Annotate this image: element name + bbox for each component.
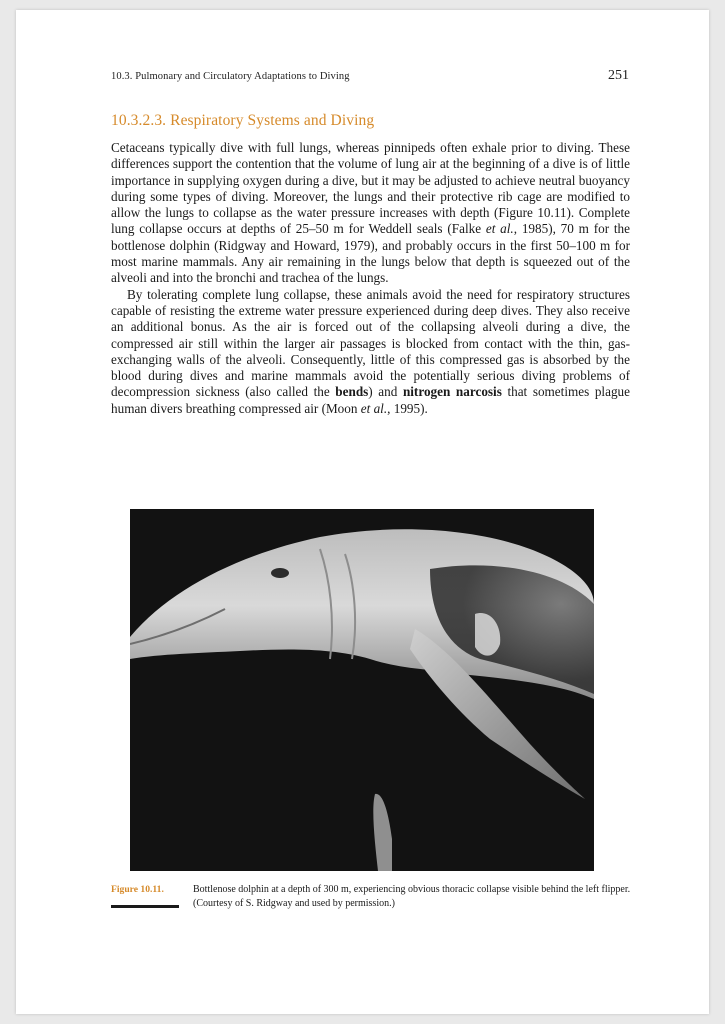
dolphin-illustration <box>130 509 594 871</box>
running-head-title: 10.3. Pulmonary and Circulatory Adaptations to Diving <box>111 71 350 82</box>
section-heading: 10.3.2.3. Respiratory Systems and Diving <box>111 112 375 129</box>
caption-rule <box>111 905 179 908</box>
paragraph-2-text-b: ) and <box>368 384 403 400</box>
citation-et-al: et al. <box>485 221 514 237</box>
paragraph-1-text-a: Cetaceans typically dive with full lungs, whereas pinnipeds often exhale prior to diving. These differences support the contention that the volume of lung air at the beginning of a dive is of little importance in supplying oxygen during a dive, but it may be adjusted to achieve neutral buoyancy during some types of diving. Moreover, the lungs and their protective rib cage are modified to allow the lungs to collapse as the water pressure increases with depth (Figure 10.11). Complete lung collapse occurs at depths of 25–50 m for Weddell seals (Falke <box>111 140 630 237</box>
figure-label: Figure 10.11. <box>111 884 164 895</box>
figure-caption: Bottlenose dolphin at a depth of 300 m, experiencing obvious thoracic collapse visible behind the left flipper. (Courtesy of S. Ridgway and used by permission.) <box>193 884 631 909</box>
paragraph-2-text-d: , 1995). <box>387 400 428 416</box>
body-text <box>111 140 630 417</box>
paragraph-2 <box>111 287 630 417</box>
paragraph-2-text-a: By tolerating complete lung collapse, these animals avoid the need for respiratory structures capable of resisting the extreme water pressure experienced during deep dives. They also receive an additional bonus. As the air is forced out of the collapsing alveoli during a dive, the compressed air still within the larger air passages is blocked from contact with the thin, gas-exchanging walls of the alveoli. Consequently, little of this compressed gas is absorbed by the blood during dives and marine mammals avoid the potentially serious diving problems of decompression sickness (also called the <box>111 286 630 400</box>
citation-et-al: et al. <box>360 400 388 416</box>
figure-photo-dolphin <box>130 509 594 871</box>
page-number: 251 <box>608 68 629 83</box>
paragraph-1 <box>111 140 630 287</box>
paragraph-2-text-c: that sometimes plague human divers breathing compressed air (Moon <box>111 384 630 416</box>
book-page <box>16 10 709 1014</box>
dolphin-eye <box>271 568 289 578</box>
term-bends: bends <box>335 384 369 400</box>
term-nitrogen-narcosis: nitrogen narcosis <box>402 384 502 400</box>
paragraph-1-text-b: , 1985), 70 m for the bottlenose dolphin (Ridgway and Howard, 1979), and probably occurs in the first 50–100 m for most marine mammals. Any air remaining in the lungs below that depth is squeezed out of the alveoli and into the bronchi and trachea of the lungs. <box>111 221 631 286</box>
